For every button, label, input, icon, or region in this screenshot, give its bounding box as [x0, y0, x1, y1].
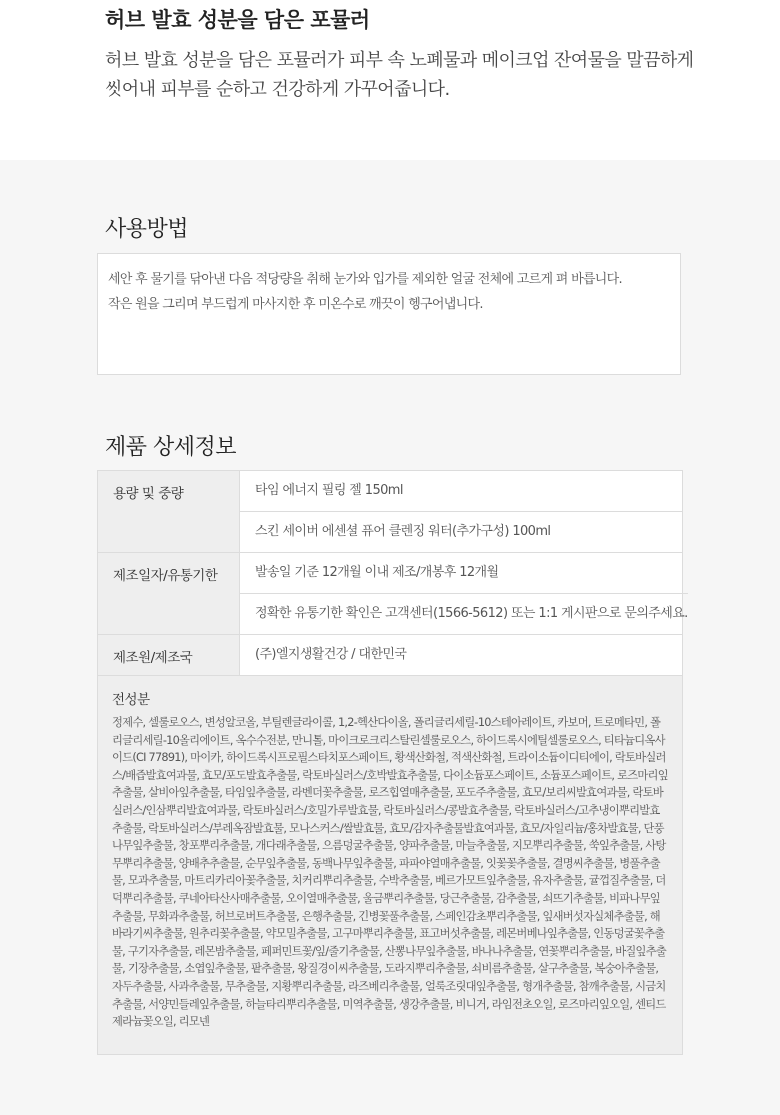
ingredients-text: 정제수, 셀룰로오스, 변성알코올, 부틸렌글라이콜, 1,2-헥산다이올, 폴리글리세릴-10스테아레이트, 카보머, 트로메타민, 폴리글리세릴-10올리에이트, 옥수수전분, 만니톨, 마이크로크리스탈린셀룰로오스, 하이드록시에틸셀룰로오스, 티타늄디옥사이드(CI 77891), 마이카, 하이드록시프로필스타치포스페이트, 황색산화철, 적색산화철, 트라이소듐이디티에이, 락토바실러스/배즙발효여과물, 효모/포도발효추출물, 락토바실러스/호박발효추출물, 다이소듐포스페이트, 소듐포스페이트, 로즈마리잎추출물, 살비아잎추출물, 타임잎추출물, 라벤더꽃추출물, 로즈힙열매추출물, 포도주추출물, 효모/보리씨발효여과물, 락토바실러스/인삼뿌리발효여과물, 락토바실러스/호밀가루발효물, 락토바실러스/콩발효추출물, 락토바실러스/고추냉이뿌리발효추출물, 락토바실러스/부레옥잠발효물, 모나스커스/쌀발효물, 효모/감자추출물발효여과물, 효모/자일리늄/홍차발효물, 단풍나무잎추출물, 창포뿌리추출물, 개다래추출물, 으름덩굴추출물, 양파추출물, 마늘추출물, 지모뿌리추출물, 쑥잎추출물, 사탕무뿌리추출물, 양배추추출물, 순무잎추출물, 동백나무잎추출물, 파파야열매추출물, 잇꽃꽃추출물, 결명씨추출물, 병풀추출물, 모과추출물, 마트리카리아꽃추출물, 치커리뿌리추출물, 수박추출물, 베르가모트잎추출물, 유자추출물, 귤껍질추출물, 더덕뿌리추출물, 쿠네아타산사매추출물, 오이열매추출물, 울금뿌리추출물, 당근추출물, 감추출물, 쇠뜨기추출물, 비파나무잎추출물, 무화과추출물, 허브로버트추출물, 은행추출물, 긴병꽃풀추출물, 스페인감초뿌리추출물, 잎새버섯자실체추출물, 해바라기씨추출물, 원추리꽃추출물, 약모밀추출물, 고구마뿌리추출물, 표고버섯추출물, 레몬버베나잎추출물, 인동덩굴꽃추출물, 구기자추출물, 레몬밤추출물, 페퍼민트꽃/잎/줄기추출물, 산뽕나무잎추출물, 바나나추출물, 연꽃뿌리추출물, 바질잎추출물, 기장추출물, 소엽잎추출물, 팥추출물, 왕질경이씨추출물, 도라지뿌리추출물, 쇠비름추출물, 살구추출물, 복숭아추출물, 자두추출물, 사과추출물, 무추출물, 지황뿌리추출물, 라즈베리추출물, 얼룩조릿대잎추출물, 형개추출물, 참깨추출물, 시금치추출물, 서양민들레잎추출물, 하늘타리뿌리추출물, 미역추출물, 생강추출물, 비니거, 라임전초오일, 로즈마리잎오일, 센티드제라늄꽃오일, 리모넨 [112, 716, 668, 1029]
ingredients-title: 전성분 [112, 692, 150, 708]
row-value: (주)엘지생활건강 / 대한민국 [255, 647, 407, 662]
table-row [98, 471, 682, 553]
intro-description: 허브 발효 성분을 담은 포뮬러가 피부 속 노폐물과 메이크업 잔여물을 말끔하게 씻어내 피부를 순하고 건강하게 가꾸어줍니다. [105, 50, 694, 100]
usage-title: 사용방법 [105, 217, 189, 242]
intro-title: 허브 발효 성분을 담은 포뮬러 [105, 8, 370, 32]
usage-line: 세안 후 물기를 닦아낸 다음 적당량을 취해 눈가와 입가를 제외한 얼굴 전체에 고르게 펴 바릅니다. [108, 272, 622, 287]
details-table [97, 470, 688, 1055]
row-label: 제조일자/유통기한 [98, 553, 240, 634]
details-title: 제품 상세정보 [105, 435, 237, 460]
info-section [0, 160, 780, 1115]
intro-section [0, 0, 780, 160]
row-value: 스킨 세이버 에센셜 퓨어 클렌징 워터(추가구성) 100ml [240, 511, 682, 552]
usage-box [97, 253, 681, 375]
row-value: 발송일 기준 12개월 이내 제조/개봉후 12개월 [255, 565, 499, 580]
row-label: 제조원/제조국 [98, 635, 240, 675]
row-label: 용량 및 중량 [98, 471, 240, 552]
ingredients-block [98, 676, 682, 1054]
row-value: 타임 에너지 필링 젤 150ml [255, 483, 403, 498]
table-row [98, 635, 682, 676]
row-value: 정확한 유통기한 확인은 고객센터(1566-5612) 또는 1:1 게시판으로 문의주세요. [240, 593, 688, 634]
table-row [98, 553, 688, 635]
usage-line: 작은 원을 그리며 부드럽게 마사지한 후 미온수로 깨끗이 헹구어냅니다. [108, 297, 483, 312]
